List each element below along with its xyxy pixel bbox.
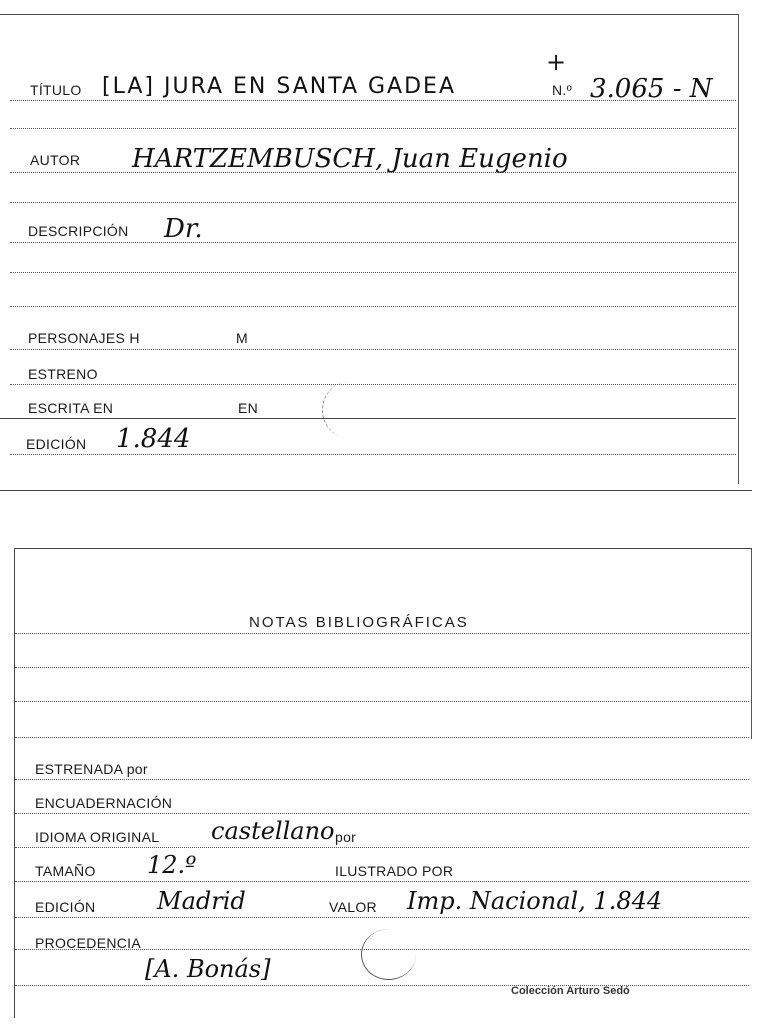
cross-mark: + bbox=[546, 48, 567, 76]
descripcion-label: DESCRIPCIÓN bbox=[28, 223, 129, 239]
idioma-label: IDIOMA ORIGINAL bbox=[35, 829, 160, 845]
catalog-card-back bbox=[14, 548, 752, 1018]
titulo-value: [LA] JURA EN SANTA GADEA bbox=[102, 74, 456, 99]
descripcion-value: Dr. bbox=[164, 214, 203, 244]
rule-blank-2 bbox=[10, 202, 736, 203]
personajes-m-label: M bbox=[236, 330, 248, 346]
edicion-value: Madrid bbox=[157, 887, 246, 915]
rule-edicion bbox=[10, 454, 736, 455]
rule-descripcion bbox=[10, 242, 736, 243]
idioma-value: castellano bbox=[211, 817, 335, 845]
valor-label: VALOR bbox=[329, 899, 377, 915]
rule-notes-2 bbox=[15, 701, 749, 702]
edicion-value: 1.844 bbox=[116, 424, 191, 454]
rule-bottom bbox=[15, 985, 749, 986]
valor-value: Imp. Nacional, 1.844 bbox=[407, 887, 663, 915]
rule-blank-3 bbox=[10, 272, 736, 273]
edicion-label: EDICIÓN bbox=[26, 436, 87, 452]
numero-label: N.º bbox=[552, 82, 573, 98]
rule-blank-4 bbox=[10, 306, 736, 307]
rule-autor bbox=[10, 172, 736, 173]
escrita-label: ESCRITA EN bbox=[28, 400, 114, 416]
autor-label: AUTOR bbox=[30, 152, 81, 168]
autor-value: HARTZEMBUSCH, Juan Eugenio bbox=[132, 144, 568, 174]
card-edge bbox=[751, 549, 752, 739]
notas-heading: NOTAS BIBLIOGRÁFICAS bbox=[249, 614, 469, 631]
rule-estreno bbox=[10, 384, 736, 385]
rule-edicion-back bbox=[15, 917, 749, 918]
rule-idioma bbox=[15, 847, 749, 848]
estreno-label: ESTRENO bbox=[28, 366, 98, 382]
rule-personajes bbox=[10, 349, 736, 350]
catalog-card-front bbox=[0, 0, 740, 492]
personajes-label: PERSONAJES H bbox=[28, 330, 140, 346]
rule-notes-1 bbox=[15, 667, 749, 668]
procedencia-label: PROCEDENCIA bbox=[35, 935, 141, 951]
tamano-label: TAMAÑO bbox=[35, 863, 96, 879]
stamp-circle bbox=[322, 382, 375, 438]
numero-value: 3.065 - N bbox=[590, 74, 713, 104]
procedencia-value: [A. Bonás] bbox=[145, 955, 271, 983]
card-edge bbox=[738, 14, 739, 484]
rule-blank-1 bbox=[10, 128, 736, 129]
tamano-value: 12.º bbox=[147, 851, 197, 879]
encuadernacion-label: ENCUADERNACIÓN bbox=[35, 795, 173, 811]
card-top-edge bbox=[0, 14, 738, 15]
rule-tamano bbox=[15, 881, 749, 882]
card-bottom-edge bbox=[0, 490, 752, 491]
idioma-por-label: por bbox=[335, 829, 357, 845]
ilustrado-label: ILUSTRADO POR bbox=[335, 863, 454, 879]
escrita-en-label: EN bbox=[238, 400, 259, 416]
stamp-circle bbox=[361, 929, 416, 980]
collection-credit: Colección Arturo Sedó bbox=[511, 985, 630, 997]
rule-notes-3 bbox=[15, 737, 749, 738]
edicion-label: EDICIÓN bbox=[35, 899, 96, 915]
estrenada-label: ESTRENADA por bbox=[35, 761, 148, 777]
rule-heading bbox=[15, 633, 749, 634]
rule-encuadernacion bbox=[15, 813, 749, 814]
rule-estrenada bbox=[15, 779, 749, 780]
rule-titulo bbox=[10, 100, 736, 101]
titulo-label: TÍTULO bbox=[30, 82, 82, 98]
